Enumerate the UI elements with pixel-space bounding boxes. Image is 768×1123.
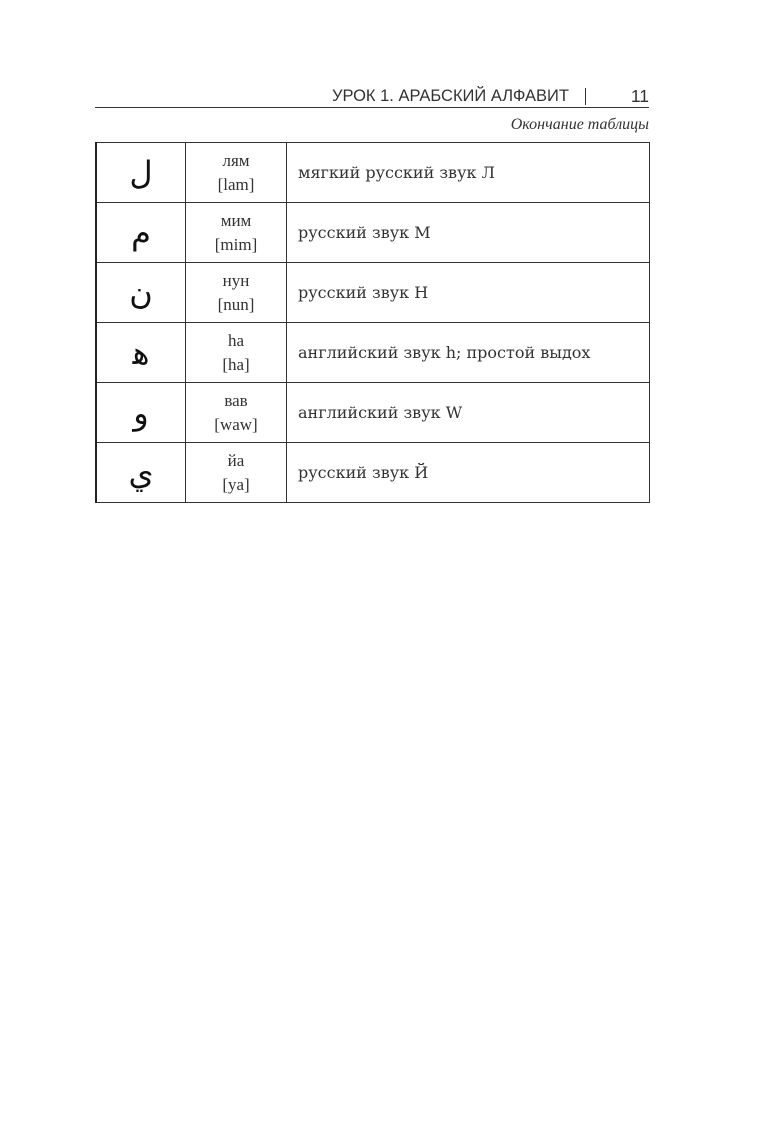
table-row <box>96 443 650 503</box>
sound-description: русский звук Й <box>287 443 650 503</box>
letter-name-cell <box>186 443 287 503</box>
arabic-letter: و <box>96 383 186 443</box>
arabic-letter: ﻫ <box>96 323 186 383</box>
letter-name-cell <box>186 203 287 263</box>
running-head <box>95 85 649 108</box>
sound-description: английский звук W <box>287 383 650 443</box>
letter-name: йа <box>227 450 245 470</box>
letter-name: мим <box>220 210 252 230</box>
sound-description: английский звук h; простой выдох <box>287 323 650 383</box>
sound-description: русский звук М <box>287 203 650 263</box>
letter-name-cell <box>186 323 287 383</box>
table-row <box>96 323 650 383</box>
letter-transliteration: [lam] <box>217 174 255 194</box>
table-caption: Окончание таблицы <box>510 116 649 133</box>
letter-name: вав <box>224 390 248 410</box>
sound-description: мягкий русский звук Л <box>287 143 650 203</box>
letter-transliteration: [ha] <box>222 354 250 374</box>
table-row <box>96 263 650 323</box>
letter-transliteration: [mim] <box>214 234 258 254</box>
arabic-letter: ي <box>96 443 186 503</box>
arabic-letter: ل <box>96 143 186 203</box>
arabic-letter: م <box>96 203 186 263</box>
table-row <box>96 143 650 203</box>
chapter-title: УРОК 1. АРАБСКИЙ АЛФАВИТ <box>331 87 569 105</box>
letter-name-cell <box>186 143 287 203</box>
letter-transliteration: [ya] <box>222 474 250 494</box>
table-row <box>96 383 650 443</box>
letter-transliteration: [nun] <box>217 294 255 314</box>
header-separator <box>585 88 586 105</box>
letter-name-cell <box>186 383 287 443</box>
letter-name-cell <box>186 263 287 323</box>
arabic-alphabet-table <box>95 142 650 503</box>
letter-name: ha <box>227 330 245 350</box>
page-number: 11 <box>630 86 649 106</box>
letter-name: лям <box>222 150 250 170</box>
letter-transliteration: [waw] <box>214 414 258 434</box>
letter-name: нун <box>222 270 250 290</box>
sound-description: русский звук Н <box>287 263 650 323</box>
arabic-letter: ن <box>96 263 186 323</box>
table-row <box>96 203 650 263</box>
